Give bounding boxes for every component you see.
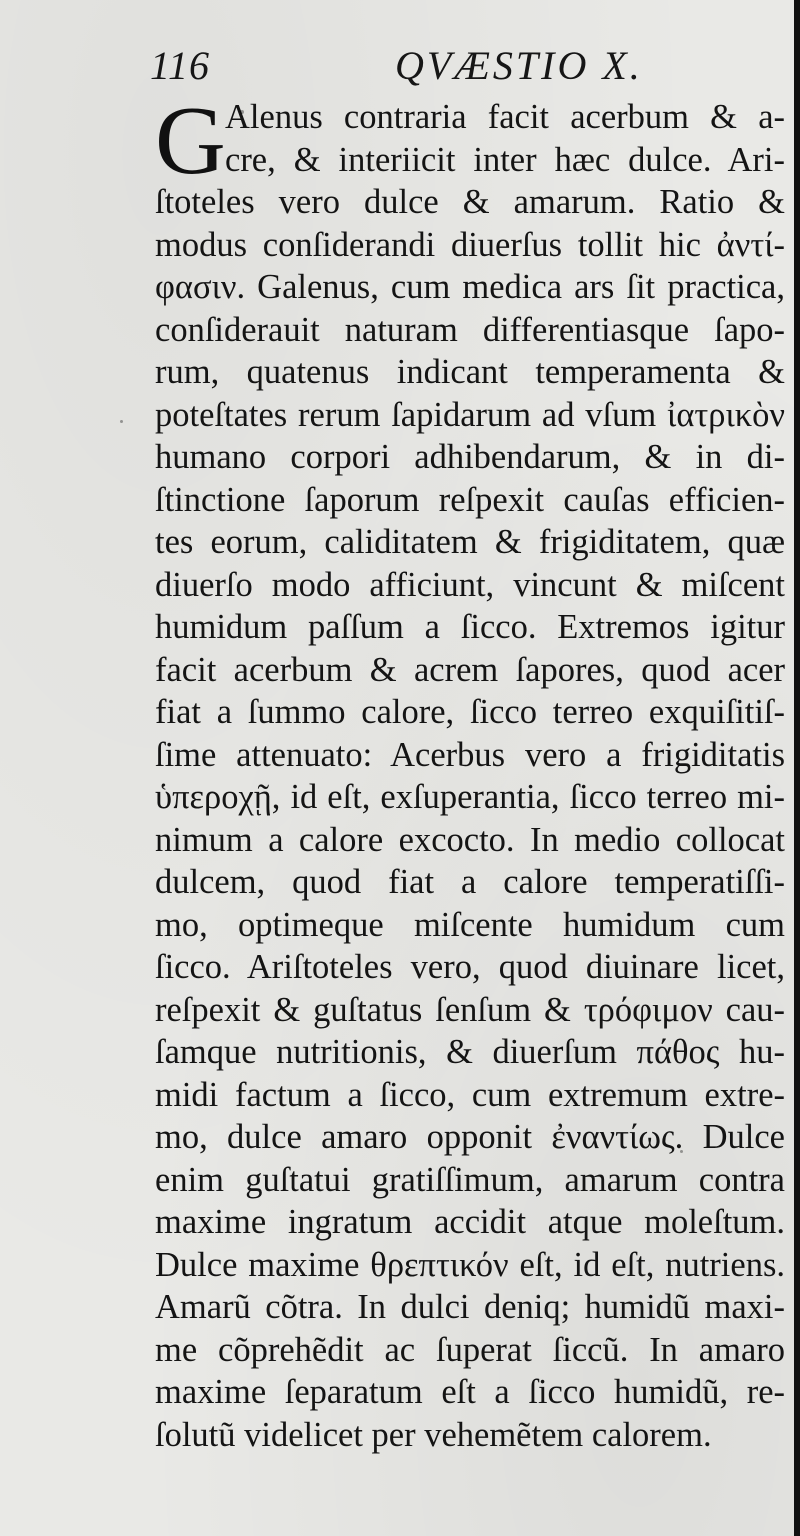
- text-line: cre, & interiicit inter hæc dulce. Ari-: [225, 140, 785, 179]
- text-line: enim guſtatui gratiſſimum, amarum contra: [155, 1160, 785, 1199]
- paper-speck: [680, 1150, 683, 1153]
- text-line: nimum a calore excocto. In medio collocat: [155, 820, 785, 859]
- text-line: mo, optimeque miſcente humidum cum: [155, 905, 785, 944]
- text-line: dulcem, quod fiat a calore temperatiſſi-: [155, 863, 785, 901]
- text-line: midi factum a ſicco, cum extremum extre-: [155, 1075, 785, 1114]
- text-line: humidum paſſum a ſicco. Extremos igitur: [155, 608, 785, 646]
- text-line: rum, quatenus indicant temperamenta &: [155, 353, 785, 391]
- paper-speck: [120, 420, 123, 423]
- page-edge: [794, 0, 800, 1536]
- text-line: poteſtates rerum ſapidarum ad vſum ἰατρικὸν: [155, 395, 785, 434]
- body-text: [155, 87, 785, 1456]
- text-line: me cõprehẽdit ac ſuperat ſiccũ. In amaro: [155, 1330, 785, 1369]
- text-line: φασιν. Galenus, cum medica ars ſit practica,: [155, 268, 785, 306]
- text-line: diuerſo modo afficiunt, vincunt & miſcent: [155, 565, 785, 604]
- text-line: Alenus contraria facit acerbum & a-: [225, 98, 785, 136]
- text-line: ὑπεροχῇ, id eſt, exſuperantia, ſicco terreo mi-: [155, 778, 785, 816]
- text-line: Amarũ cõtra. In dulci deniq; humidũ maxi-: [155, 1288, 785, 1326]
- running-head: QVÆSTIO X.: [395, 43, 643, 88]
- text-line: maxime ingratum accidit atque moleſtum.: [155, 1203, 785, 1241]
- text-line: ſolutũ videlicet per vehemẽtem calorem.: [155, 1415, 712, 1454]
- text-line: ſtoteles vero dulce & amarum. Ratio &: [155, 183, 785, 221]
- text-line: fiat a ſummo calore, ſicco terreo exquiſitiſ-: [155, 693, 785, 731]
- text-line: ſicco. Ariſtoteles vero, quod diuinare licet,: [155, 948, 785, 986]
- text-line: ſime attenuato: Acerbus vero a frigiditatis: [155, 735, 785, 774]
- text-line: tes eorum, caliditatem & frigiditatem, quæ: [155, 523, 785, 561]
- text-line: conſiderauit naturam differentiasque ſapo-: [155, 310, 785, 349]
- text-line: Dulce maxime θρεπτικόν eſt, id eſt, nutriens.: [155, 1245, 785, 1284]
- text-line: mo, dulce amaro opponit ἐναντίως. Dulce: [155, 1118, 785, 1156]
- drop-cap: G: [155, 87, 226, 195]
- text-line: modus conſiderandi diuerſus tollit hic ἀντί-: [155, 225, 785, 264]
- text-line: facit acerbum & acrem ſapores, quod acer: [155, 650, 785, 689]
- text-line: reſpexit & guſtatus ſenſum & τρόφιμον cau-: [155, 990, 785, 1029]
- paper-speck: [240, 110, 244, 114]
- page-header: [150, 42, 740, 92]
- text-line: ſtinctione ſaporum reſpexit cauſas efficien-: [155, 480, 785, 519]
- text-line: humano corpori adhibendarum, & in di-: [155, 438, 785, 476]
- text-line: maxime ſeparatum eſt a ſicco humidũ, re-: [155, 1373, 785, 1411]
- text-line: ſamque nutritionis, & diuerſum πάθος hu-: [155, 1033, 785, 1071]
- page-number: 116: [150, 43, 211, 88]
- text-lines: [155, 87, 785, 1456]
